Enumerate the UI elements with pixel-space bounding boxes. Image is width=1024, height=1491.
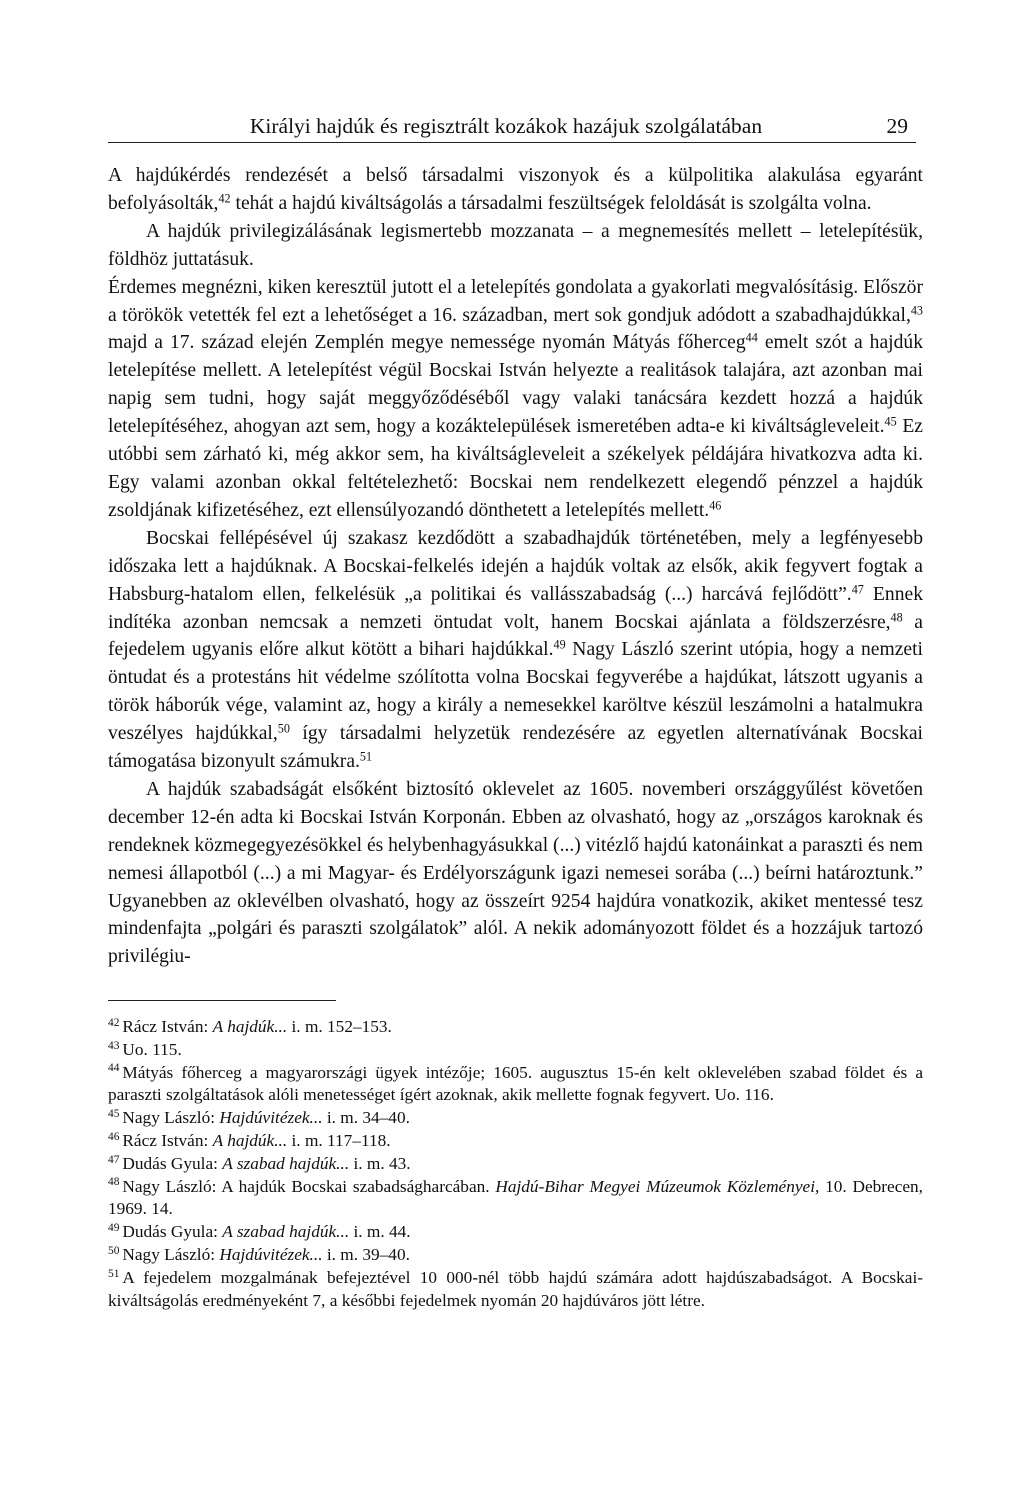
footnote-italic: Hajdúvitézek... bbox=[219, 1108, 323, 1128]
footnote-number: 47 bbox=[108, 1153, 120, 1166]
footnote-text: Rácz István: bbox=[122, 1130, 213, 1150]
paragraph-2: A hajdúk privilegizálásának legismertebb mozzanata – a megnemesítés mellett – letelepítésük, földhöz juttatásuk. bbox=[108, 220, 923, 270]
footnote-text: Dudás Gyula: bbox=[122, 1222, 223, 1242]
text-run: Nagy László szerint utópia, hogy a nemzeti öntudat és a protestáns hit védelme szólította volna Bocskai fegyverébe a hajdúkat, látszott ugyanis a török háborúk vége, valamint az, hogy a király a nemesekkel karöltve készül leszámolni a hatalmukra veszélyes hajdúkkal, bbox=[108, 639, 923, 745]
footnote-text: i. m. 152–153. bbox=[287, 1017, 392, 1036]
footnote-text: i. m. 43. bbox=[349, 1153, 411, 1173]
footnote-ref: 48 bbox=[890, 609, 903, 624]
text-run: a fejedelem ugyanis előre alkut kötött a bihari hajdúkkal. bbox=[108, 611, 923, 661]
footnote-number: 48 bbox=[108, 1176, 120, 1189]
footnote-number: 50 bbox=[108, 1244, 120, 1257]
page-header bbox=[108, 112, 916, 143]
paragraph-4 bbox=[108, 525, 923, 776]
footnote-text: Nagy László: A hajdúk Bocskai szabadságharcában. bbox=[122, 1176, 496, 1196]
main-text bbox=[108, 162, 923, 971]
footnote bbox=[108, 1244, 923, 1267]
footnote-italic: A szabad hajdúk... bbox=[222, 1222, 350, 1242]
footnote-ref: 44 bbox=[745, 330, 758, 345]
footnote-number: 42 bbox=[108, 1016, 120, 1029]
page-number: 29 bbox=[886, 114, 908, 138]
paragraph-3 bbox=[108, 274, 923, 525]
footnote bbox=[108, 1062, 923, 1108]
footnote-italic: A szabad hajdúk... bbox=[222, 1153, 350, 1173]
footnote bbox=[108, 1107, 923, 1130]
footnote-italic: A hajdúk... bbox=[212, 1130, 288, 1150]
footnote-text: i. m. 34–40. bbox=[322, 1108, 410, 1128]
text-run: tehát a hajdú kiváltságolás a társadalmi feszültségek feloldását is szolgálta volna. bbox=[230, 192, 872, 214]
footnote bbox=[108, 1039, 923, 1062]
footnote-separator bbox=[108, 1000, 336, 1001]
footnote bbox=[108, 1267, 923, 1313]
footnote-text: 10. Debrecen, 1969. 14. bbox=[108, 1176, 923, 1219]
paragraph-1 bbox=[108, 162, 923, 218]
footnote-ref: 50 bbox=[277, 721, 290, 736]
footnote-ref: 51 bbox=[359, 749, 373, 764]
footnote bbox=[108, 1153, 923, 1176]
footnote-number: 45 bbox=[108, 1107, 120, 1120]
footnote-number: 51 bbox=[108, 1267, 120, 1280]
text-run: majd a 17. század elején Zemplén megye nemessége nyomán Mátyás főherceg bbox=[108, 332, 746, 354]
footnote-italic: A hajdúk... bbox=[212, 1017, 288, 1036]
footnote-text: Dudás Gyula: bbox=[122, 1153, 223, 1173]
footnote-text: Uo. 115. bbox=[122, 1039, 182, 1059]
footnote-text: i. m. 44. bbox=[349, 1222, 411, 1242]
text-run: Érdemes megnézni, kiken keresztül jutott el a letelepítés gondolata a gyakorlati megvalósításig. Először a törökök vetették fel ezt a lehetőséget a 16. században, mert sok gondjuk adódott a szabadhajdúkkal, bbox=[108, 276, 923, 326]
footnotes bbox=[108, 1016, 923, 1312]
footnote bbox=[108, 1176, 923, 1222]
footnote-text: i. m. 39–40. bbox=[322, 1244, 410, 1264]
footnote-text: A fejedelem mozgalmának befejeztével 10 000-nél több hajdú számára adott hajdúszabadságot. A Bocskai-kiváltságolás eredményeként 7, a későbbi fejedelmek nyomán 20 hajdúváros jött létre. bbox=[108, 1267, 923, 1310]
footnote-text: Mátyás főherceg a magyarországi ügyek intézője; 1605. augusztus 15-én kelt oklevelében szabad földet és a paraszti szolgáltatások alóli menetességet ígért azoknak, akik mellette fognak fegyvert. Uo. 116. bbox=[108, 1062, 923, 1105]
paragraph-5: A hajdúk szabadságát elsőként biztosító oklevelet az 1605. novemberi országgyűlést követően december 12-én adta ki Bocskai István Korponán. Ebben az olvasható, hogy az „országos karoknak és rendeknek közmegegyezésökkel és helybenhagyásukkal (...) vitézlő hajdú katonáinkat a paraszti és nem nemesi állapotból (...) a mi Magyar- és Erdélyországunk igazi nemesei sorába (...) beírni határoztunk.” Ugyanebben az oklevélben olvasható, hogy az összeírt 9254 hajdúra vonatkozik, akiket mentessé tesz mindenfajta „polgári és paraszti szolgálatok” alól. A nekik adományozott földet és a hozzájuk tartozó privilégiu- bbox=[108, 778, 924, 968]
footnote bbox=[108, 1016, 923, 1039]
text-run: Ez utóbbi sem zárható ki, még akkor sem, ha kiváltságleveleit a székelyek példájára hivatkozva adta ki. Egy valami azonban okkal feltételezhető: Bocskai nem rendelkezett elegendő pénzzel a hajdúk zsoldjának kifizetéséhez, ezt ellensúlyozandó dönthetett a letelepítés mellett. bbox=[108, 416, 923, 521]
footnote-ref: 46 bbox=[709, 498, 722, 513]
footnote-number: 49 bbox=[108, 1221, 120, 1234]
footnote-ref: 45 bbox=[884, 414, 897, 429]
footnote bbox=[108, 1130, 923, 1153]
footnote-text: Nagy László: bbox=[122, 1108, 220, 1128]
footnote-number: 46 bbox=[108, 1130, 120, 1143]
footnote-number: 44 bbox=[108, 1062, 120, 1075]
text-run: így társadalmi helyzetük rendezésére az egyetlen alternatívának Bocskai támogatása bizonyult számukra. bbox=[108, 723, 924, 773]
footnote-ref: 43 bbox=[910, 302, 923, 317]
running-title: Királyi hajdúk és regisztrált kozákok hazájuk szolgálatában bbox=[249, 114, 763, 138]
footnote-ref: 47 bbox=[851, 581, 864, 596]
text-run: Bocskai fellépésével új szakasz kezdődött a szabadhajdúk történetében, mely a legfényesebb időszaka lett a hajdúknak. A Bocskai-felkelés idején a hajdúk voltak az elsők, akik fegyvert fogtak a Habsburg-hatalom ellen, felkelésük „a politikai és vallásszabadság (...) harcává fejlődött”. bbox=[108, 527, 923, 605]
footnote-italic: Hajdú-Bihar Megyei Múzeumok Közleményei, bbox=[495, 1176, 820, 1196]
footnote-italic: Hajdúvitézek... bbox=[219, 1244, 323, 1264]
footnote-ref: 42 bbox=[218, 191, 231, 206]
footnote-ref: 49 bbox=[553, 637, 566, 652]
footnote-text: Rácz István: bbox=[122, 1017, 213, 1036]
text-run: Ennek indítéka azonban nemcsak a nemzeti öntudat volt, hanem Bocskai ajánlata a földszerzésre, bbox=[108, 583, 923, 633]
footnote-text: i. m. 117–118. bbox=[287, 1130, 391, 1150]
text-run: emelt szót a hajdúk letelepítése mellett. A letelepítést végül Bocskai István helyezte a realitások talajára, azt azonban mai napig sem tudni, hogy saját meggyőződéséből vagy valaki tanácsára kezdett hozzá a hajdúk letelepítéséhez, ahogyan azt sem, hogy a kozáktelepülések ismeretében adta-e ki kiváltságleveleit. bbox=[108, 332, 923, 438]
footnote-number: 43 bbox=[108, 1039, 120, 1052]
footnote-text: Nagy László: bbox=[122, 1244, 220, 1264]
footnote bbox=[108, 1221, 923, 1244]
text-run: A hajdúkérdés rendezését a belső társadalmi viszonyok és a külpolitika alakulása egyaránt befolyásolták, bbox=[108, 165, 923, 214]
